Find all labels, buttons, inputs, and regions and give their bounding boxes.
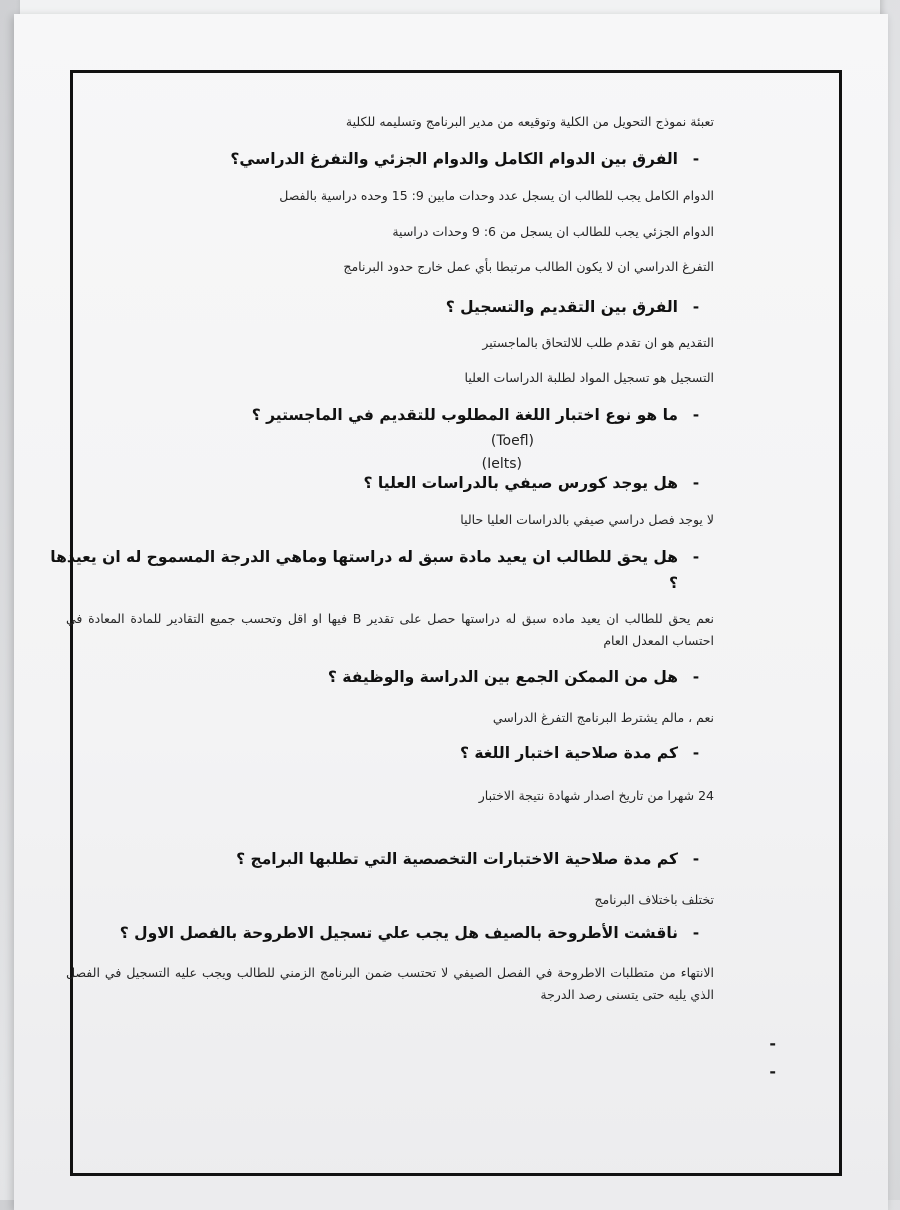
question-heading bbox=[50, 548, 714, 566]
bullet-dash: - bbox=[692, 406, 700, 424]
bullet-dash: - bbox=[692, 150, 700, 168]
bullet-dash: - bbox=[692, 474, 700, 492]
bullet-dash: - bbox=[692, 298, 700, 316]
test-name-ielts: (Ielts) bbox=[481, 456, 522, 472]
bullet-dash: - bbox=[692, 668, 700, 686]
question-heading bbox=[66, 850, 714, 868]
text-line: التفرغ الدراسي ان لا يكون الطالب مرتبطا بأي عمل خارج حدود البرنامج bbox=[343, 259, 714, 274]
text-line: تختلف باختلاف البرنامج bbox=[594, 892, 714, 907]
question-text: ما هو نوع اختبار اللغة المطلوب للتقديم في الماجستير ؟ bbox=[251, 406, 678, 424]
text-line: الدوام الكامل يجب للطالب ان يسجل عدد وحدات مابين 9: 15 وحده دراسية بالفصل bbox=[279, 188, 714, 203]
bullet-dash: - bbox=[692, 744, 700, 762]
question-heading bbox=[66, 744, 714, 762]
question-text: هل يوجد كورس صيفي بالدراسات العليا ؟ bbox=[363, 474, 678, 492]
question-heading bbox=[66, 406, 714, 424]
text-line: التقديم هو ان تقدم طلب للالتحاق بالماجستير bbox=[482, 335, 714, 350]
question-heading bbox=[66, 474, 714, 492]
answer-paragraph: الانتهاء من متطلبات الاطروحة في الفصل الصيفي لا تحتسب ضمن البرنامج الزمني للطالب ويجب عليه التسجيل في الفصل الذي يليه حتى يتسنى رصد الدرجة bbox=[66, 965, 714, 1002]
text-line: لا يوجد فصل دراسي صيفي بالدراسات العليا حاليا bbox=[460, 512, 714, 527]
text-line: الدوام الجزئي يجب للطالب ان يسجل من 6: 9 وحدات دراسية bbox=[392, 224, 714, 239]
empty-bullet: - bbox=[769, 1062, 776, 1081]
question-text: الفرق بين الدوام الكامل والدوام الجزئي والتفرغ الدراسي؟ bbox=[230, 150, 678, 168]
question-heading bbox=[66, 668, 714, 686]
question-text: كم مدة صلاحية اختبار اللغة ؟ bbox=[460, 744, 678, 762]
question-heading bbox=[66, 298, 714, 316]
bullet-dash: - bbox=[692, 850, 700, 868]
question-text: هل يحق للطالب ان يعيد مادة سبق له دراستها وماهي الدرجة المسموح له ان يعيدها bbox=[50, 548, 678, 566]
text-line: تعبئة نموذج التحويل من الكلية وتوقيعه من مدير البرنامج وتسليمه للكلية bbox=[345, 114, 714, 129]
question-heading bbox=[66, 150, 714, 168]
question-text: كم مدة صلاحية الاختبارات التخصصية التي تطلبها البرامج ؟ bbox=[236, 850, 678, 868]
question-continuation: ؟ bbox=[669, 574, 678, 592]
test-name-toefl: (Toefl) bbox=[490, 433, 534, 449]
text-line: 24 شهرا من تاريخ اصدار شهادة نتيجة الاختبار bbox=[478, 788, 714, 803]
question-text: ناقشت الأطروحة بالصيف هل يجب علي تسجيل الاطروحة بالفصل الاول ؟ bbox=[119, 924, 678, 942]
question-text: هل من الممكن الجمع بين الدراسة والوظيفة ؟ bbox=[327, 668, 678, 686]
answer-paragraph: نعم يحق للطالب ان يعيد ماده سبق له دراستها حصل على تقدير B فيها او اقل وتحسب جميع التقادير للمادة المعادة في احتساب المعدل العام bbox=[66, 611, 714, 648]
bullet-dash: - bbox=[692, 548, 700, 566]
empty-bullet: - bbox=[769, 1034, 776, 1053]
bullet-dash: - bbox=[692, 924, 700, 942]
question-heading bbox=[66, 924, 714, 942]
text-line: نعم ، مالم يشترط البرنامج التفرغ الدراسي bbox=[492, 710, 714, 725]
question-text: الفرق بين التقديم والتسجيل ؟ bbox=[445, 298, 678, 316]
text-line: التسجيل هو تسجيل المواد لطلبة الدراسات العليا bbox=[464, 370, 714, 385]
